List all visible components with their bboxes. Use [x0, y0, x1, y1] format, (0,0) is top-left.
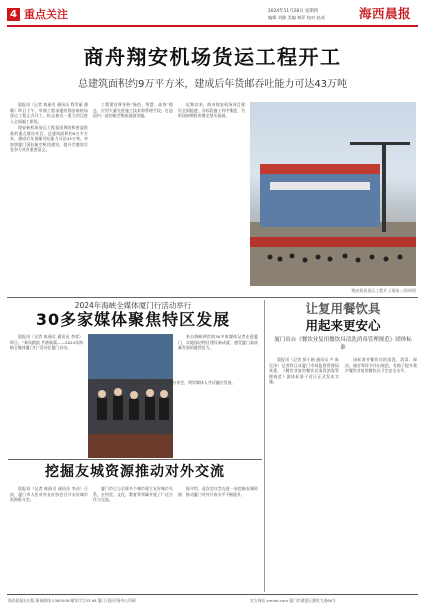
article2-col1: 晨报讯（记者 陈丽贞 通讯员 李欣）昨日，“乘风踏浪 共谱新篇——2024年海峡全媒体厦门行”活动在厦门启动。 — [10, 334, 83, 351]
article1-col2: 工程建设将坚持“绿色、智慧、高效”理念，应用大量先进施工技术和管理手段，打造国内一流的航空物流基础设施。 — [93, 102, 173, 119]
footer-right: 官方网站 xmzsb.com 厦门市湖里区湖里大道66号 — [250, 598, 336, 603]
column-divider — [264, 300, 265, 592]
article2-col2: 来自海峡两岸的30多家媒体记者走进厦门，实地探访特区建设新成就，感受厦门高质量发展的蓬勃活力。 — [178, 334, 258, 351]
article1-photo-caption: 翔安机场货运工程开工现场 ○资料图 — [351, 288, 416, 293]
article1-divider — [7, 297, 418, 298]
masthead-rule — [7, 25, 418, 27]
article4-subtitle: 厦门出台《餐饮业复用餐饮具清洗消毒管理规范》团体标准 — [274, 337, 412, 351]
article3-title: 挖掘友城资源推动对外交流 — [45, 464, 225, 480]
section-title: 重点关注 — [24, 8, 68, 21]
article4-title-line2: 用起来更安心 — [305, 318, 381, 333]
article1-col1: 晨报讯（记者 陈丽贞 通讯员 程雪丽 潘颖）昨日下午，华润工程承建的翔安新机场货运工程正式开工，标志着这一重大项目进入全面施工阶段。 翔安新机场货运工程是国务院和省委批准的重点建设项目，总建筑面积约9万平方米，建成后年货邮吞吐能力可达43万吨，对加快厦门国际航空枢纽建设、提升空港综合竞争力具有重要意义。 — [10, 102, 88, 153]
page-number-badge: 4 — [7, 8, 20, 21]
article1-title: 商舟翔安机场货运工程开工 — [83, 45, 342, 69]
editor-line: 编辑 刘健 美编 林萍 校对 赵成 — [268, 15, 325, 20]
article4-col1: 晨报讯（记者 彭小娟 通讯员 卢 陈 吴泽）记者昨日从厦门市场监督管理局获悉，《餐饮业复用餐饮具清洗消毒管理规范》团体标准于近日正式发布实施。 — [269, 357, 339, 385]
article1-subtitle: 总建筑面积约9万平方米，建成后年货邮吞吐能力可达43万吨 — [77, 79, 348, 90]
article4-col2: 该标准对餐饮具的清洗、消毒、保洁、储存等环节作出规范，有助于提升我市餐饮业复用餐饮具卫生安全水平。 — [345, 357, 417, 374]
article3-col1: 晨报讯（记者 陈丽贞 通讯员 李洁）日前，厦门市人民对外友好协会召开友好城市资源推介会。 — [10, 486, 88, 503]
article2-divider — [8, 459, 262, 460]
article2-col3: 此次活动还安排了“乘风踏浪 共谱新篇”主题分享会，两岸媒体人共话融合发展。 — [96, 380, 236, 385]
article1-photo — [250, 102, 416, 286]
masthead-logo: 海西晨报 — [358, 6, 411, 21]
article2-title: 30多家媒体聚焦特区发展 — [35, 310, 231, 329]
article4-title-line1: 让复用餐饮具 — [305, 301, 381, 316]
article1-col3: 近期以来，商舟翔安机场项目建设全面提速，各标段施工有序推进，为机场如期投用奠定坚实基础。 — [178, 102, 245, 119]
date-line: 2024年11月28日 星期四 — [268, 9, 319, 14]
article2-kicker: 2024年海峡全媒体厦门行活动举行 — [74, 301, 192, 310]
construction-scene-image — [250, 102, 416, 286]
article3-col2: 厦门市已与全球多个城市建立友好城市关系，在经贸、文化、教育等领域开展了广泛合作与交流。 — [93, 486, 173, 503]
article3-col3: 据介绍，此次会议旨在进一步挖掘友城资源，推动厦门对外开放水平不断提升。 — [178, 486, 258, 497]
footer-left: 海西晨报社出版 新闻热线 5380008 邮发代号33-98 厦门日报印务中心印刷 — [8, 598, 136, 603]
footer-rule — [7, 594, 418, 595]
